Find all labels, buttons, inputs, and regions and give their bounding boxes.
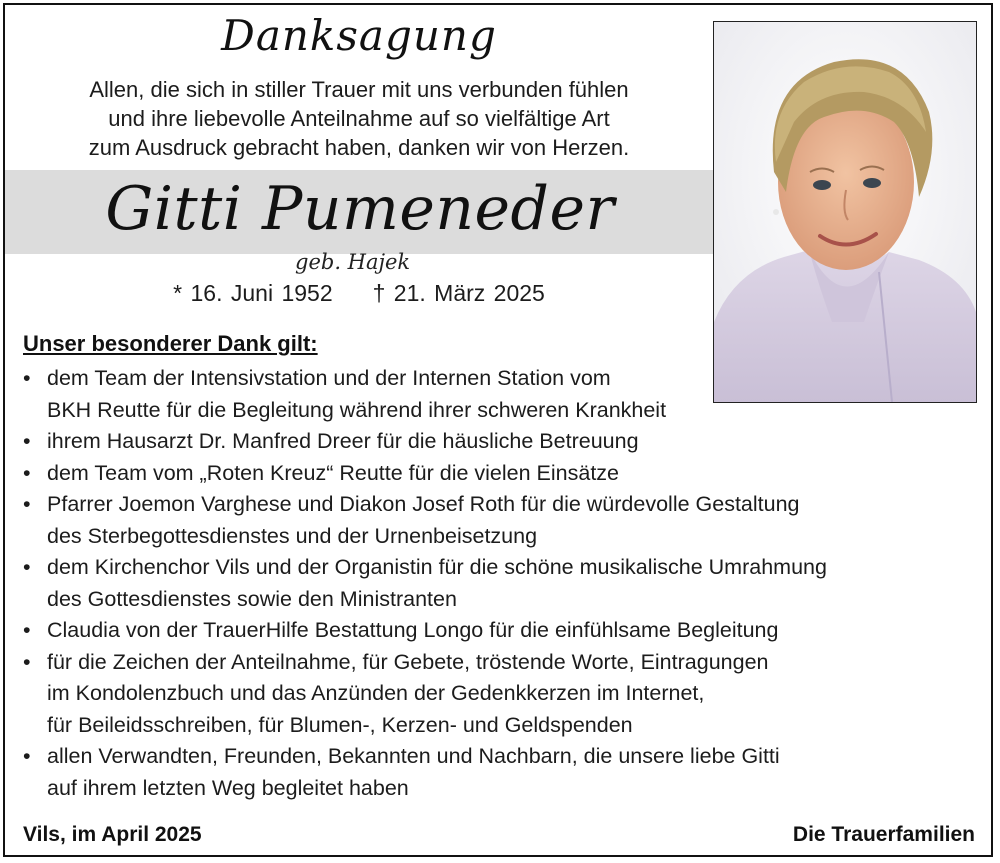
intro-line: zum Ausdruck gebracht haben, danken wir von Herzen. xyxy=(88,135,630,160)
list-item: • Pfarrer Joemon Varghese und Diakon Josef Roth für die würdevolle Gestaltung des Sterbegottesdienstes und der Urnenbeisetzung xyxy=(23,489,973,552)
life-dates xyxy=(5,280,713,307)
place-date: Vils, im April 2025 xyxy=(23,823,202,846)
intro-text xyxy=(5,75,713,162)
portrait-illustration xyxy=(714,22,976,402)
heading: Danksagung xyxy=(221,11,497,60)
list-item: • dem Team der Intensivstation und der Internen Station vom BKH Reutte für die Begleitung während ihrer schweren Krankheit xyxy=(23,363,973,426)
maiden-name: geb. Hajek xyxy=(295,250,411,274)
death-date: † 21. März 2025 xyxy=(372,280,545,306)
bullet-icon: • xyxy=(23,618,31,642)
bullet-icon: • xyxy=(23,460,31,485)
bullet-icon: • xyxy=(23,649,31,674)
intro-line: Allen, die sich in stiller Trauer mit uns verbunden fühlen xyxy=(89,77,629,102)
bullet-icon: • xyxy=(23,366,31,390)
list-item: • ihrem Hausarzt Dr. Manfred Dreer für die häusliche Betreuung xyxy=(23,426,973,458)
thanks-title: Unser besonderer Dank gilt: xyxy=(23,331,318,356)
list-item: • für die Zeichen der Anteilnahme, für Gebete, tröstende Worte, Eintragungen im Kondolenzbuch und das Anzünden der Gedenkkerzen im Internet, für Beileidsschreiben, für Blumen-, Kerzen- und Geldspenden xyxy=(23,647,973,742)
bullet-icon: • xyxy=(23,555,31,579)
bullet-icon: • xyxy=(23,429,31,453)
portrait-photo xyxy=(713,21,977,403)
bullet-icon: • xyxy=(23,744,31,768)
bullet-icon: • xyxy=(23,492,31,516)
thanks-list xyxy=(23,363,973,804)
signature: Die Trauerfamilien xyxy=(792,823,975,846)
list-item: • dem Kirchenchor Vils und der Organistin für die schöne musikalische Umrahmung des Gottesdienstes sowie den Ministranten xyxy=(23,552,973,615)
list-item: • allen Verwandten, Freunden, Bekannten und Nachbarn, die unsere liebe Gitti auf ihrem letzten Weg begleitet haben xyxy=(23,741,973,804)
intro-line: und ihre liebevolle Anteilnahme auf so vielfältige Art xyxy=(108,106,610,131)
obituary-card xyxy=(3,3,993,857)
list-item: • dem Team vom „Roten Kreuz“ Reutte für die vielen Einsätze xyxy=(23,458,973,490)
list-item: • Claudia von der TrauerHilfe Bestattung Longo für die einfühlsame Begleitung xyxy=(23,615,973,647)
birth-date: * 16. Juni 1952 xyxy=(173,280,333,306)
deceased-name: Gitti Pumeneder xyxy=(105,174,615,244)
